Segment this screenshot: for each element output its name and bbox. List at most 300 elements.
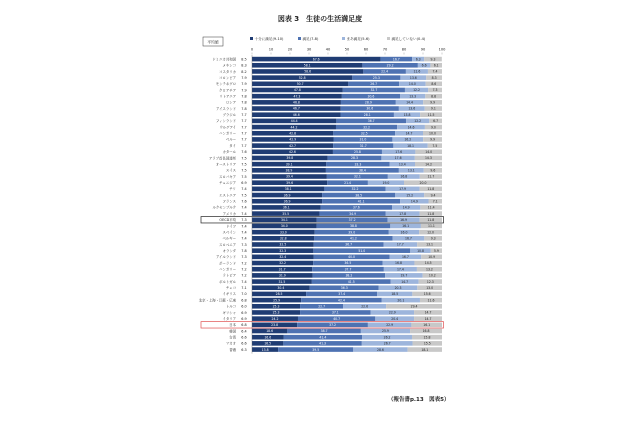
avg-value: 7.3 (241, 218, 247, 223)
data-label: 28.6 (376, 347, 384, 352)
data-label: 11.7 (427, 174, 435, 179)
data-label: 52.8 (298, 75, 306, 80)
country-label: ドイツ (225, 224, 236, 229)
data-label: 28.3 (351, 156, 358, 161)
country-label: カタール (222, 150, 236, 155)
data-label: 11.6 (427, 298, 435, 303)
avg-value: 7.4 (241, 279, 247, 284)
data-label: 17.6 (395, 149, 403, 154)
country-label: ドミニカ共和国 (212, 57, 236, 62)
x-tick-label-60: 60 (363, 47, 369, 52)
country-label: クロアチア (219, 88, 236, 93)
data-label: 38.8 (350, 224, 357, 229)
avg-value: 7.5 (241, 162, 247, 167)
legend-label-4: 満足していない(0-4) (391, 36, 426, 41)
data-label: 9.3 (430, 236, 436, 241)
data-label: 13.1 (426, 242, 434, 247)
country-label: 韓国 (229, 329, 236, 334)
data-label: 17.9 (399, 187, 407, 192)
data-label: 6.3 (415, 57, 421, 62)
data-label: 40.0 (348, 255, 356, 260)
data-label: 21.4 (344, 180, 352, 185)
country-label: アイルランド (215, 255, 236, 260)
avg-value: 7.6 (241, 199, 247, 204)
country-label: ハンガリー (219, 131, 236, 136)
data-label: 37.1 (331, 310, 339, 315)
avg-value: 7.0 (241, 292, 247, 297)
data-label: 30.4 (277, 285, 285, 290)
data-label: 16.7 (401, 255, 409, 260)
data-label: 37.6 (352, 205, 360, 210)
data-label: 25.3 (272, 304, 280, 309)
data-label: 38.2 (345, 273, 353, 278)
data-label: 11.5 (427, 112, 435, 117)
avg-value: 7.4 (241, 187, 247, 192)
data-label: 32.5 (360, 131, 368, 136)
data-label: 20.0 (419, 180, 427, 185)
country-label: リトアニア (219, 94, 236, 99)
legend-swatch-3 (342, 37, 345, 40)
avg-value: 7.4 (241, 230, 247, 235)
data-label: 17.7 (396, 242, 404, 247)
data-label: 7.5 (432, 143, 438, 148)
data-label: 14.7 (401, 279, 409, 284)
data-label: 42.4 (338, 298, 345, 303)
avg-value: 7.4 (241, 211, 247, 216)
country-label: モンテネグロ (215, 82, 236, 87)
avg-value: 7.5 (241, 174, 247, 179)
data-label: 22.9 (386, 323, 394, 328)
data-label: 32.2 (351, 187, 359, 192)
data-label: 22.9 (388, 310, 396, 315)
legend-label-3: まあ満足(5-6) (346, 36, 370, 41)
data-label: 32.2 (363, 125, 371, 130)
data-label: 28.1 (363, 112, 371, 117)
country-label: アイスランド (215, 106, 236, 111)
data-label: 37.4 (338, 292, 346, 297)
x-tick-label-90: 90 (420, 47, 426, 52)
data-label: 41.1 (357, 199, 365, 204)
country-label: ポルトガル (219, 279, 236, 284)
data-label: 14.5 (424, 261, 432, 266)
avg-value: 7.5 (241, 193, 247, 198)
country-label: アメリカ (222, 211, 236, 216)
data-label: 8.6 (431, 82, 437, 87)
avg-value: 7.4 (241, 205, 247, 210)
data-label: 16.7 (392, 57, 400, 62)
country-label: ギリシャ (222, 310, 236, 315)
data-label: 42.6 (289, 149, 296, 154)
avg-value: 6.8 (241, 323, 247, 328)
source-note: （報告書p.13 図表5） (388, 397, 450, 403)
data-label: 9.3 (430, 57, 436, 62)
data-label: 38.1 (284, 187, 292, 192)
data-label: 32.1 (353, 174, 361, 179)
data-label: 16.7 (405, 236, 412, 241)
avg-value: 7.8 (241, 106, 247, 111)
x-tick-label-40: 40 (325, 47, 331, 52)
country-label: フィンランド (215, 119, 236, 124)
data-label: 35.5 (282, 211, 290, 216)
data-label: 39.0 (348, 230, 356, 235)
data-label: 37.2 (348, 217, 356, 222)
data-label: 18.1 (421, 347, 429, 352)
x-tick-label-80: 80 (401, 47, 407, 52)
data-label: 13.1 (407, 168, 415, 173)
country-label: ポーランド (219, 261, 236, 266)
data-label: 39.1 (285, 162, 293, 167)
data-label: 44.4 (290, 119, 298, 124)
avg-value: 7.7 (241, 113, 247, 118)
data-label: 13.8 (261, 347, 269, 352)
data-label: 17.4 (396, 267, 404, 272)
country-label: ブラジル (222, 113, 236, 118)
data-label: 67.6 (312, 57, 320, 62)
data-label: 58.1 (303, 63, 311, 68)
data-label: 33.3 (354, 162, 362, 167)
legend-swatch-1 (250, 37, 253, 40)
country-label: オーストリア (215, 162, 236, 167)
avg-value: 6.6 (241, 335, 247, 340)
avg-value: 7.7 (241, 143, 247, 148)
x-tick-label-20: 20 (287, 47, 293, 52)
data-label: 47.3 (293, 94, 301, 99)
data-label: 14.4 (406, 100, 413, 105)
data-label: 42.8 (289, 131, 297, 136)
country-label: トルコ (225, 304, 236, 309)
data-label: 13.2 (426, 267, 433, 272)
data-label: 10.2 (428, 273, 436, 278)
data-label: 14.7 (424, 316, 432, 321)
x-tick-label-0: 0 (250, 47, 254, 52)
data-label: 46.7 (292, 106, 300, 111)
data-label: 16.0 (400, 230, 408, 235)
x-tick-label-10: 10 (268, 47, 274, 52)
data-label: 6.6 (421, 63, 427, 68)
data-label: 28.5 (275, 292, 283, 297)
data-label: 10.0 (429, 131, 436, 136)
country-label: チュニジア (219, 180, 236, 185)
data-label: 37.7 (344, 267, 352, 272)
country-label: イギリス (222, 292, 236, 297)
data-label: 16.8 (395, 261, 402, 266)
x-tick-label-100: 100 (438, 47, 446, 52)
data-label: 32.7 (370, 88, 378, 93)
data-label: 17.8 (399, 211, 407, 216)
avg-value: 7.2 (241, 261, 247, 266)
avg-value: 7.7 (241, 131, 247, 136)
data-label: 33.0 (279, 230, 287, 235)
data-label: 31.9 (278, 273, 286, 278)
legend-label-1: 十分に満足(9-10) (254, 36, 284, 41)
data-label: 7.1 (432, 199, 438, 204)
data-label: 31.7 (359, 143, 367, 148)
data-label: 14.9 (410, 199, 418, 204)
avg-value: 7.4 (241, 224, 247, 229)
avg-value: 7.2 (241, 267, 247, 272)
country-label: フランス (222, 199, 236, 204)
data-label: 12.3 (426, 279, 434, 284)
data-label: 18.6 (266, 329, 274, 334)
data-label: 14.7 (424, 310, 432, 315)
data-label: 12.2 (414, 119, 422, 124)
data-label: 15.6 (423, 292, 431, 297)
avg-value: 7.9 (241, 75, 247, 80)
data-label: 14.9 (402, 205, 410, 210)
avg-value: 7.7 (241, 137, 247, 142)
avg-value: 6.3 (241, 347, 247, 352)
data-label: 47.8 (293, 88, 301, 93)
data-label: 25.8 (354, 149, 361, 154)
data-label: 41.2 (350, 236, 357, 241)
data-label: 11.8 (427, 211, 435, 216)
data-label: 37.2 (329, 323, 337, 328)
data-label: 24.2 (271, 316, 279, 321)
country-label: 香港 (229, 347, 236, 352)
data-label: 13.8 (403, 112, 411, 117)
avg-value: 8.3 (241, 63, 247, 68)
data-label: 28.9 (364, 100, 372, 105)
avg-value: 6.8 (241, 298, 247, 303)
data-label: 32.4 (279, 255, 287, 260)
data-label: 16.1 (402, 224, 410, 229)
data-label: 26.7 (370, 82, 378, 87)
country-label: イタリア (222, 316, 236, 321)
data-label: 11.1 (428, 224, 435, 229)
data-label: 16.8 (422, 329, 430, 334)
data-label: 38.5 (355, 193, 363, 198)
data-label: 14.6 (407, 125, 415, 130)
data-label: 46.6 (292, 112, 300, 117)
avg-value: 8.5 (241, 57, 247, 62)
country-label: ハンガリー (219, 267, 236, 272)
country-label: 日本 (229, 323, 236, 328)
data-label: 17.6 (394, 156, 402, 161)
avg-value: 7.3 (241, 255, 247, 260)
data-label: 7.4 (432, 69, 438, 74)
data-label: 20.4 (391, 316, 399, 321)
data-label: 16.6 (264, 335, 272, 340)
data-label: 38.9 (285, 168, 293, 173)
data-label: 34.9 (349, 211, 357, 216)
data-label: 29.2 (386, 63, 394, 68)
country-label: ウルグアイ (219, 125, 236, 130)
country-label: スロバキア (219, 174, 236, 179)
avg-value: 7.5 (241, 156, 247, 161)
data-label: 51.0 (358, 248, 366, 253)
data-label: 30.6 (366, 106, 374, 111)
country-label: メキシコ (222, 63, 236, 68)
data-label: 14.3 (424, 156, 432, 161)
data-label: 9.1 (430, 106, 436, 111)
data-label: 39.6 (286, 180, 294, 185)
data-label: 31.0 (359, 137, 367, 142)
data-label: 12.2 (413, 88, 420, 93)
country-label: チリ (229, 187, 236, 192)
avg-value: 7.4 (241, 236, 247, 241)
avg-value: 6.6 (241, 341, 247, 346)
data-label: 18.1 (407, 143, 415, 148)
avg-value: 8.2 (241, 69, 247, 74)
data-label: 10.9 (428, 255, 436, 260)
country-label: ベルギー (222, 236, 236, 241)
data-label: 25.9 (273, 298, 281, 303)
avg-value: 7.5 (241, 168, 247, 173)
data-label: 36.7 (367, 119, 375, 124)
avg-value: 7.1 (241, 286, 247, 291)
data-label: 5.9 (433, 248, 439, 253)
data-label: 9.9 (430, 100, 436, 105)
avg-value: 7.3 (241, 242, 247, 247)
avg-value: 6.0 (241, 304, 247, 309)
data-label: 16.5 (264, 341, 272, 346)
data-label: 44.2 (290, 125, 298, 130)
data-label: 36.1 (282, 205, 290, 210)
data-label: 13.6 (409, 75, 417, 80)
data-label: 15.2 (406, 193, 414, 198)
data-label: 14.0 (425, 149, 433, 154)
data-label: 30.6 (367, 94, 375, 99)
country-label: オランダ (222, 248, 236, 253)
data-label: 16.1 (423, 323, 431, 328)
data-label: 50.7 (296, 82, 304, 87)
country-label: ペルー (225, 137, 236, 142)
data-label: 9.0 (430, 125, 436, 130)
avg-value: 7.8 (241, 100, 247, 105)
data-label: 39.5 (312, 347, 320, 352)
data-label: 11.4 (427, 205, 435, 210)
data-label: 14.2 (425, 162, 432, 167)
data-label: 20.3 (394, 285, 402, 290)
data-label: 22.7 (318, 304, 326, 309)
data-label: 41.4 (319, 335, 327, 340)
avg-value: 6.9 (241, 180, 247, 185)
avg-value: 7.8 (241, 248, 247, 253)
avg-value: 7.2 (241, 273, 247, 278)
data-label: 32.8 (279, 236, 287, 241)
data-label: 15.5 (423, 341, 431, 346)
country-label: スペイン (222, 230, 236, 235)
data-label: 41.3 (319, 341, 327, 346)
data-label: 38.7 (320, 329, 328, 334)
country-label: アラブ首長国連邦 (208, 156, 236, 161)
data-label: 19.0 (382, 180, 390, 185)
avg-header-label: 平均値 (207, 39, 219, 45)
country-label: スイス (225, 168, 236, 173)
country-label: マカオ (225, 341, 236, 346)
legend-swatch-4 (387, 37, 390, 40)
data-label: 38.4 (358, 168, 366, 173)
data-label: 6.1 (433, 63, 439, 68)
data-label: 13.0 (426, 285, 434, 290)
data-label: 29.4 (410, 304, 418, 309)
data-label: 58.6 (304, 69, 312, 74)
data-label: 25.9 (382, 329, 389, 334)
avg-value: 7.7 (241, 119, 247, 124)
data-label: 11.8 (427, 187, 435, 192)
data-label: 34.0 (280, 224, 288, 229)
avg-value: 7.6 (241, 150, 247, 155)
data-label: 34.1 (280, 217, 288, 222)
data-label: 16.9 (400, 217, 407, 222)
country-label: タイ (229, 143, 236, 148)
legend-swatch-2 (298, 37, 301, 40)
data-label: 22.6 (361, 304, 369, 309)
avg-value: 7.7 (241, 125, 247, 130)
x-tick-label-50: 50 (344, 47, 350, 52)
data-label: 39.8 (286, 156, 294, 161)
data-label: 16.8 (400, 174, 408, 179)
data-label: 14.7 (405, 131, 413, 136)
data-label: 36.5 (344, 261, 352, 266)
data-label: 36.9 (283, 193, 291, 198)
data-label: 6.7 (433, 119, 439, 124)
data-label: 18.5 (391, 292, 399, 297)
data-label: 8.8 (431, 94, 437, 99)
country-label: ルクセンブルク (212, 205, 236, 210)
data-label: 41.5 (347, 279, 355, 284)
data-label: 11.8 (427, 217, 435, 222)
data-label: 9.6 (430, 168, 436, 173)
data-label: 31.7 (278, 267, 286, 272)
x-tick-label-70: 70 (382, 47, 388, 52)
data-label: 36.3 (340, 285, 348, 290)
data-label: 36.9 (283, 199, 291, 204)
data-label: 46.8 (293, 100, 300, 105)
x-tick-label-30: 30 (306, 47, 312, 52)
country-label: コスタリカ (219, 69, 236, 74)
data-label: 9.9 (430, 137, 436, 142)
data-label: 25.3 (372, 75, 380, 80)
avg-value: 7.8 (241, 94, 247, 99)
data-label: 26.7 (383, 341, 391, 346)
data-label: 13.4 (398, 162, 406, 167)
data-label: 22.4 (381, 69, 389, 74)
legend-label-2: 満足(7-8) (302, 36, 319, 41)
data-label: 20.1 (397, 298, 405, 303)
data-label: 13.6 (408, 106, 416, 111)
country-label: エストニア (219, 193, 236, 198)
country-label: ラトビア (222, 273, 236, 278)
data-label: 32.2 (279, 261, 287, 266)
data-label: 10.8 (417, 248, 424, 253)
country-label: 北京・上海・江蘇・広東 (198, 298, 236, 303)
data-label: 8.3 (431, 75, 437, 80)
avg-value: 7.9 (241, 82, 247, 87)
avg-value: 6.9 (241, 316, 247, 321)
country-label: スロベニア (219, 242, 236, 247)
data-label: 15.8 (423, 335, 431, 340)
data-label: 26.2 (383, 335, 391, 340)
data-label: 23.8 (271, 323, 279, 328)
data-label: 19.7 (400, 273, 408, 278)
avg-value: 7.9 (241, 88, 247, 93)
data-label: 31.5 (278, 279, 286, 284)
data-label: 36.7 (345, 242, 353, 247)
data-label: 14.0 (408, 82, 416, 87)
data-label: 11.6 (413, 69, 421, 74)
chart-title: 図表 3 生徒の生活満足度 (277, 15, 363, 23)
data-label: 12.0 (427, 230, 435, 235)
data-label: 39.4 (285, 174, 293, 179)
data-label: 32.3 (279, 248, 287, 253)
data-label: 42.9 (289, 137, 297, 142)
country-label: チェコ (225, 286, 236, 291)
data-label: 32.5 (279, 242, 287, 247)
avg-value: 6.4 (241, 329, 247, 334)
data-label: 13.3 (409, 94, 417, 99)
data-label: 42.7 (289, 143, 297, 148)
